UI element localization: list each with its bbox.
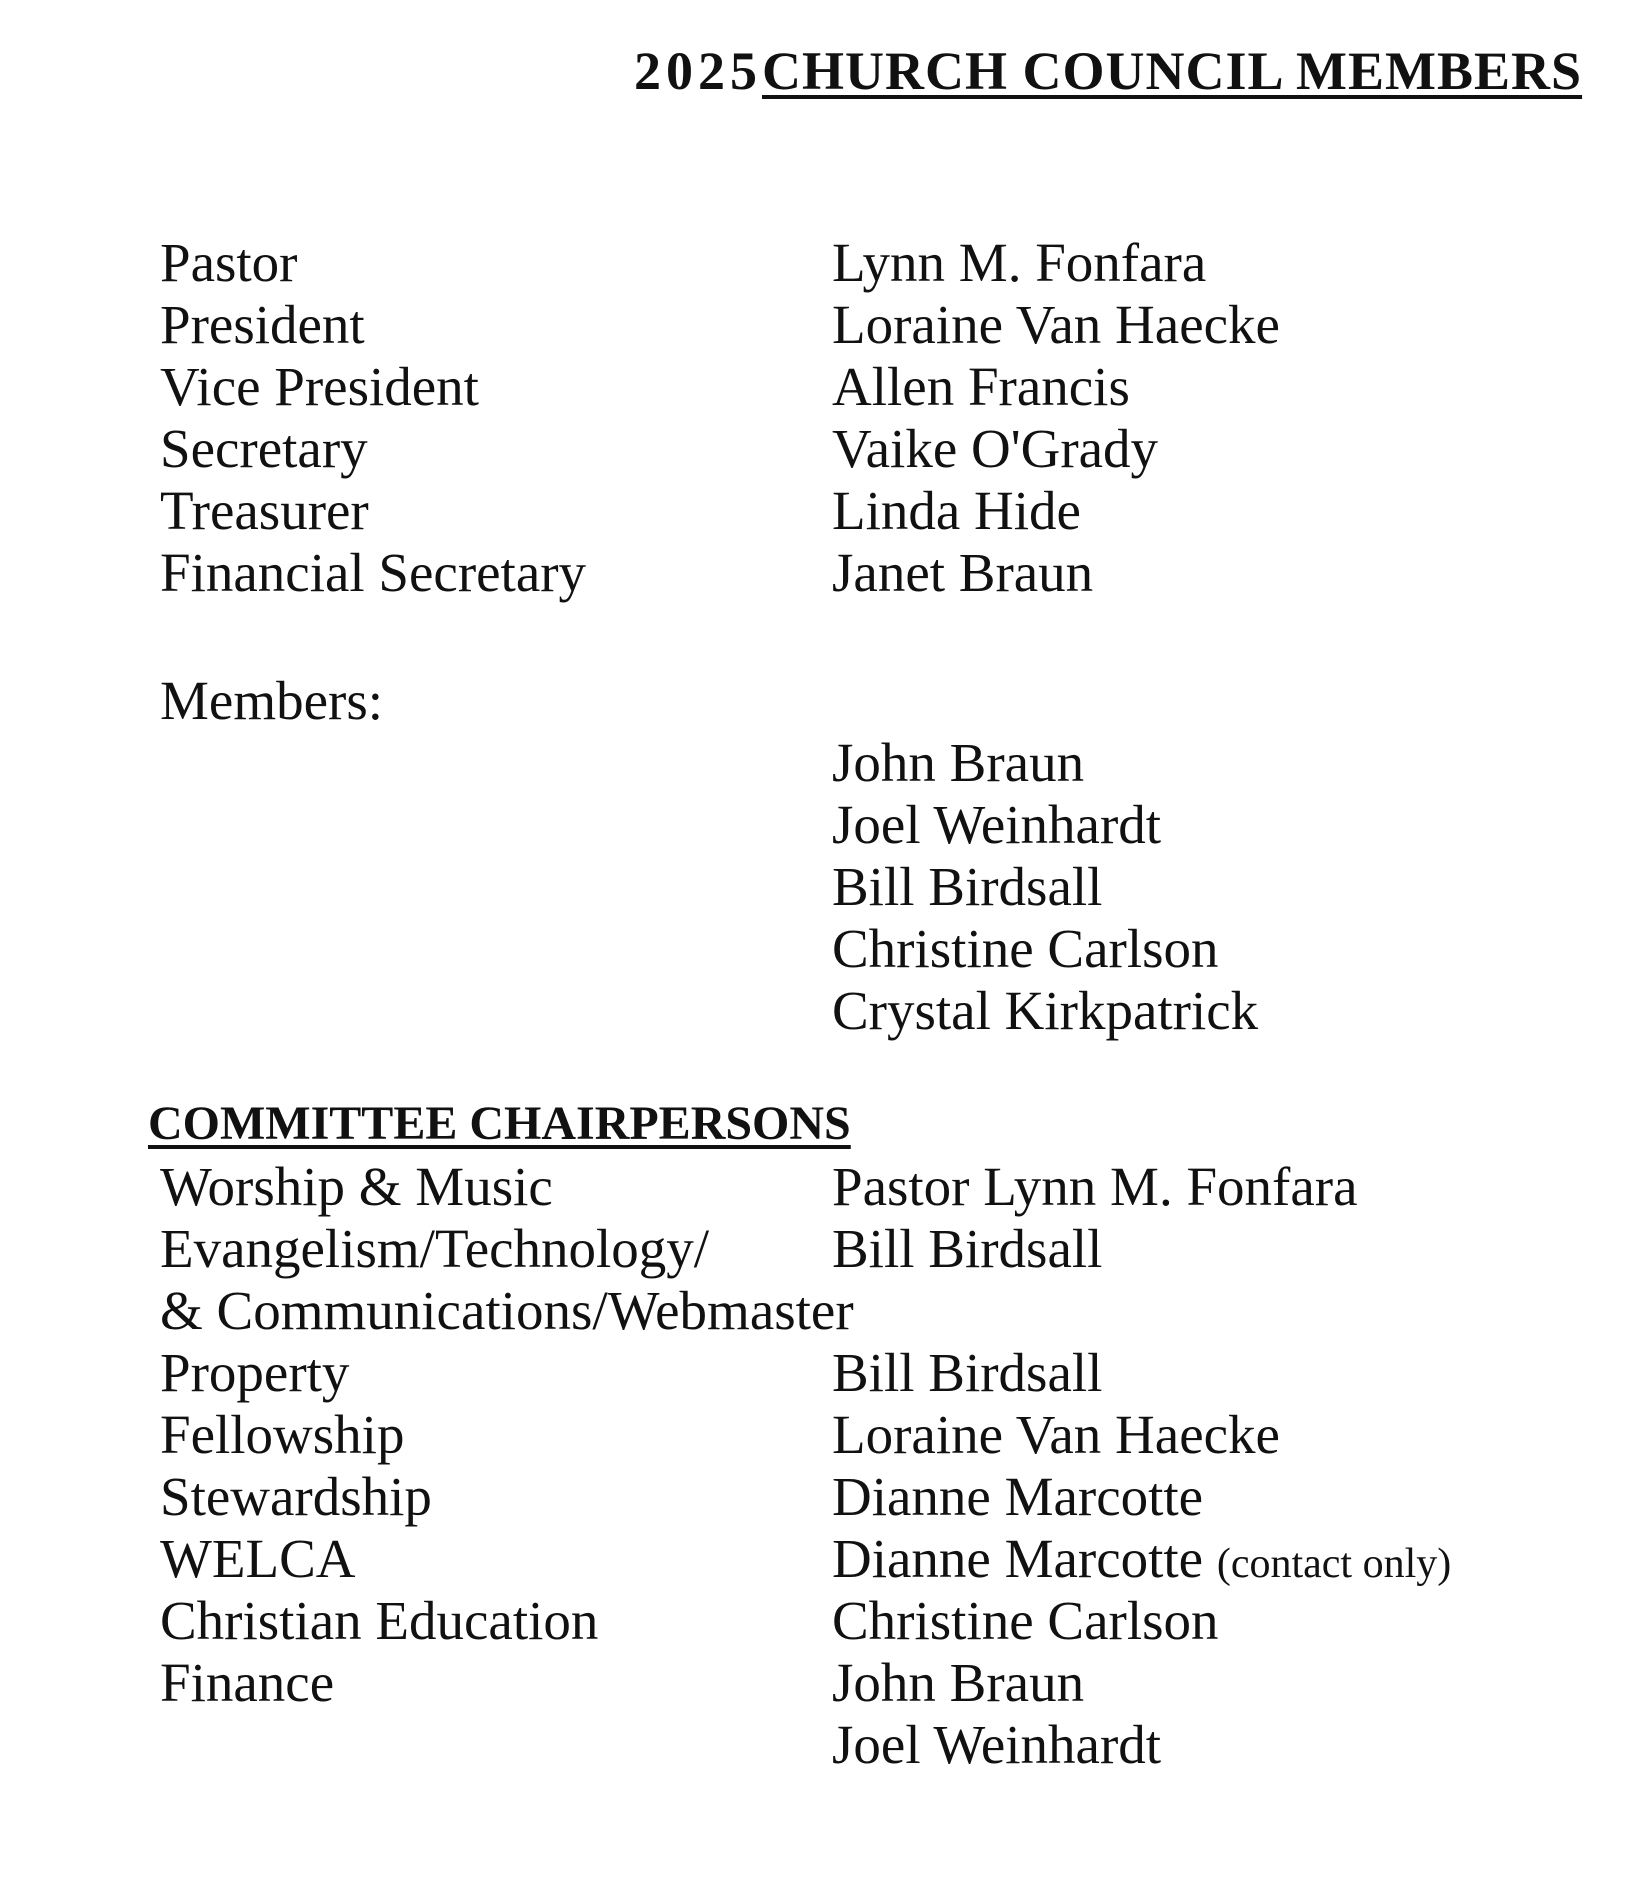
- officer-row: [0, 356, 1650, 418]
- officers-list: [0, 232, 1650, 604]
- committee-role: Worship & Music: [160, 1156, 553, 1217]
- chair-name: Bill Birdsall: [832, 1218, 1103, 1279]
- officer-role: Vice President: [160, 356, 479, 417]
- committee-chair: [832, 1218, 1102, 1280]
- committee-heading: COMMITTEE CHAIRPERSONS: [148, 1097, 851, 1150]
- committee-role: Property: [160, 1342, 350, 1403]
- officer-row: [0, 294, 1650, 356]
- committee-row: [0, 1156, 1650, 1218]
- officer-name: Loraine Van Haecke: [832, 294, 1280, 355]
- committee-row: [0, 1342, 1650, 1404]
- officer-name: Lynn M. Fonfara: [832, 232, 1207, 293]
- member-name: Bill Birdsall: [832, 856, 1103, 917]
- members-label: Members:: [160, 670, 384, 731]
- officer-role: Financial Secretary: [160, 542, 587, 603]
- chair-name: Christine Carlson: [832, 1590, 1219, 1651]
- officer-row: [0, 480, 1650, 542]
- title-year: 2025: [634, 41, 762, 101]
- member-name: Christine Carlson: [832, 918, 1219, 979]
- officer-name: Linda Hide: [832, 480, 1081, 541]
- committee-chair: [832, 1528, 1451, 1595]
- page-title: [634, 41, 1583, 101]
- committee-row: [0, 1652, 1650, 1714]
- member-name: John Braun: [832, 732, 1085, 793]
- committee-role: Evangelism/Technology/: [160, 1218, 710, 1279]
- committee-row: [0, 1404, 1650, 1466]
- member-name: Crystal Kirkpatrick: [832, 980, 1259, 1041]
- officer-role: Treasurer: [160, 480, 369, 541]
- officer-row: [0, 418, 1650, 480]
- committee-chair: [832, 1156, 1358, 1218]
- committee-row: [0, 1218, 1650, 1280]
- officer-row: [0, 542, 1650, 604]
- committee-row: [0, 1466, 1650, 1528]
- committee-role: Finance: [160, 1652, 335, 1713]
- committee-chair: [832, 1714, 1161, 1776]
- committee-chair: [832, 1342, 1102, 1404]
- member-name: Joel Weinhardt: [832, 794, 1162, 855]
- committee-role: Christian Education: [160, 1590, 599, 1651]
- committee-chair: [832, 1466, 1203, 1528]
- committee-chair: [832, 1590, 1219, 1652]
- officer-name: Vaike O'Grady: [832, 418, 1159, 479]
- committee-role: Fellowship: [160, 1404, 405, 1465]
- chair-note: (contact only): [1216, 1541, 1452, 1587]
- officer-name: Janet Braun: [832, 542, 1094, 603]
- officer-role: President: [160, 294, 365, 355]
- committee-list: [0, 1156, 1650, 1776]
- committee-row: [0, 1590, 1650, 1652]
- officer-role: Pastor: [160, 232, 298, 293]
- committee-row: [0, 1280, 1650, 1342]
- chair-name: Loraine Van Haecke: [832, 1404, 1280, 1465]
- chair-name: Dianne Marcotte: [832, 1528, 1204, 1589]
- chair-name: Dianne Marcotte: [832, 1466, 1204, 1527]
- members-list: [832, 732, 1258, 1042]
- chair-name: Pastor Lynn M. Fonfara: [832, 1156, 1358, 1217]
- officer-name: Allen Francis: [832, 356, 1130, 417]
- committee-role: WELCA: [160, 1528, 356, 1589]
- officer-role: Secretary: [160, 418, 368, 479]
- committee-role: & Communications/Webmaster: [160, 1280, 854, 1341]
- chair-name: Joel Weinhardt: [832, 1714, 1162, 1775]
- officer-row: [0, 232, 1650, 294]
- chair-name: John Braun: [832, 1652, 1085, 1713]
- committee-row: [0, 1528, 1650, 1590]
- committee-chair: [832, 1404, 1280, 1466]
- chair-name: Bill Birdsall: [832, 1342, 1103, 1403]
- committee-role: Stewardship: [160, 1466, 432, 1527]
- committee-row: [0, 1714, 1650, 1776]
- committee-chair: [832, 1652, 1084, 1714]
- title-main: CHURCH COUNCIL MEMBERS: [762, 41, 1583, 101]
